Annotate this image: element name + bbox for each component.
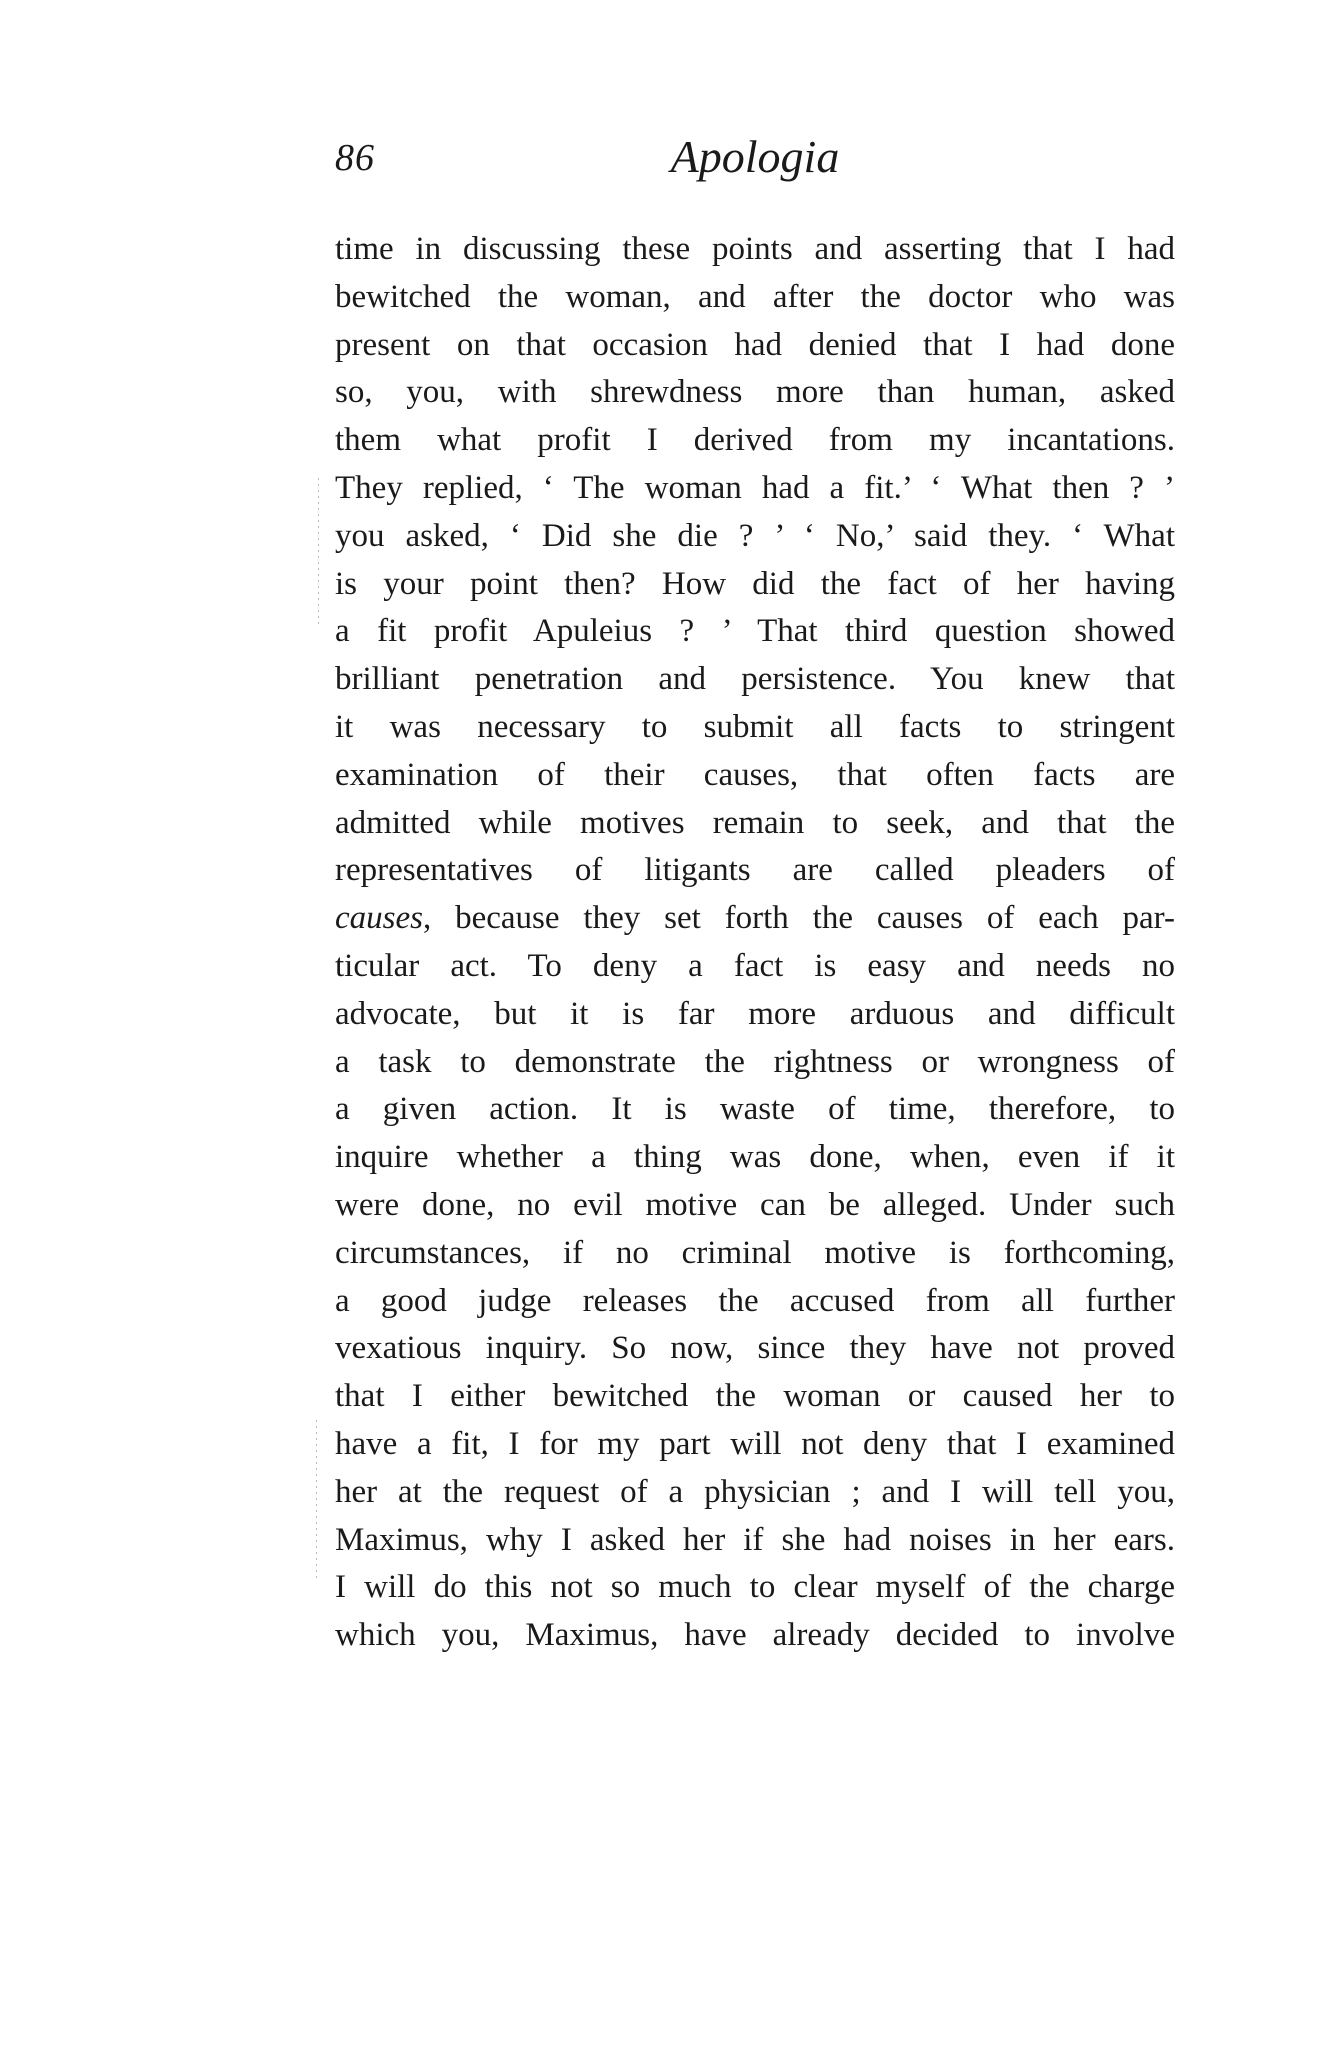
text-line: it was necessary to submit all facts to stringent [335,708,1175,745]
text-line: I will do this not so much to clear myself of the charge [335,1569,1175,1606]
page-header [335,130,1175,200]
text-line: a fit profit Apuleius ? ’ That third question showed [335,613,1175,650]
text-line: vexatious inquiry. So now, since they have not proved [335,1330,1175,1367]
text-line: They replied, ‘ The woman had a fit.’ ‘ What then ? ’ [335,469,1175,506]
text-line: admitted while motives remain to seek, and that the [335,804,1175,841]
text-line: you asked, ‘ Did she die ? ’ ‘ No,’ said they. ‘ What [335,517,1175,554]
margin-mark [316,1420,317,1580]
text-line: time in discussing these points and asserting that I had [335,231,1175,267]
text-line: ticular act. To deny a fact is easy and needs no [335,947,1175,984]
text-line: which you, Maximus, have already decided to involve [335,1617,1175,1654]
body-text [335,226,1175,1660]
text-line: that I either bewitched the woman or caused her to [335,1378,1175,1415]
text-line: a task to demonstrate the rightness or wrongness of [335,1043,1175,1080]
running-title: Apologia [670,131,840,182]
text-line: causes, because they set forth the causes of each par- [335,900,1175,937]
text-line: were done, no evil motive can be alleged. Under such [335,1186,1175,1223]
text-line: is your point then? How did the fact of her having [335,565,1175,602]
text-line: circumstances, if no criminal motive is forthcoming, [335,1234,1175,1271]
text-line: brilliant penetration and persistence. You knew that [335,661,1175,698]
text-line: her at the request of a physician ; and I will tell you, [335,1473,1175,1510]
italic-word: causes [335,900,423,937]
text-line: present on that occasion had denied that I had done [335,326,1175,363]
text-line: advocate, but it is far more arduous and difficult [335,995,1175,1032]
text-line: inquire whether a thing was done, when, even if it [335,1139,1175,1176]
text-line: so, you, with shrewdness more than human, asked [335,374,1175,411]
text-line: bewitched the woman, and after the doctor who was [335,278,1175,315]
text-line: a good judge releases the accused from all further [335,1282,1175,1319]
page-number: 86 [335,137,375,179]
text-line: have a fit, I for my part will not deny that I examined [335,1425,1175,1462]
margin-mark [318,478,319,628]
text-line: a given action. It is waste of time, therefore, to [335,1091,1175,1128]
text-line: representatives of litigants are called pleaders of [335,852,1175,889]
text-line: Maximus, why I asked her if she had noises in her ears. [335,1521,1175,1558]
text-line: examination of their causes, that often facts are [335,756,1175,793]
text-line: them what profit I derived from my incantations. [335,422,1175,459]
